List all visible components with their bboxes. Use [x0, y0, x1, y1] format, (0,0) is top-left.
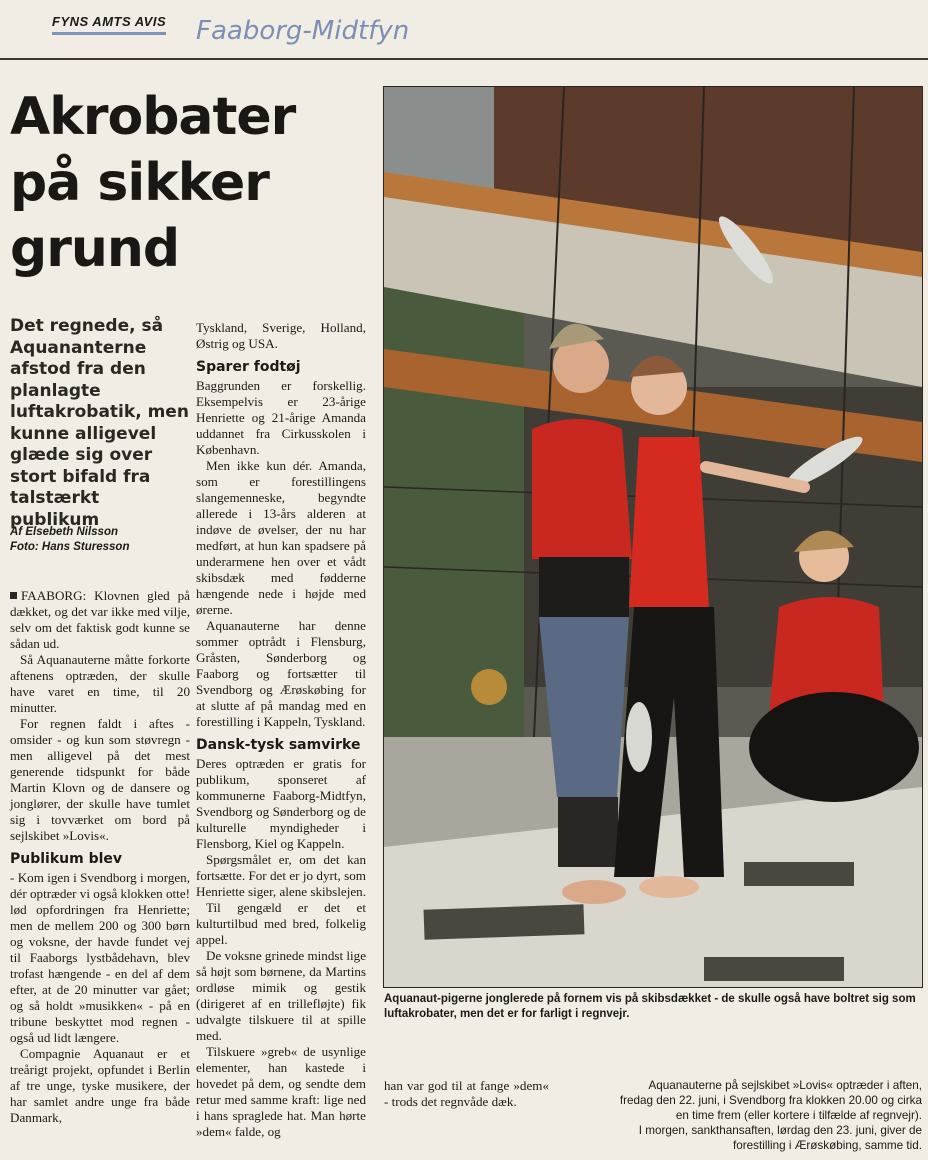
- paragraph: Så Aquanauterne måtte forkorte aftenens optræden, der skulle have varet en time, til 20 minutter.: [10, 652, 190, 715]
- paragraph: Til gengæld er det et kulturtilbud med bred, folkelig appel.: [196, 900, 366, 947]
- author-credit: Af Elsebeth Nilsson: [10, 526, 118, 538]
- paragraph: FAABORG: Klovnen gled på dækket, og det var ikke med vilje, selv om det faktisk godt kunne se sådan ud.: [10, 588, 190, 651]
- subheading: Sparer fodtøj: [196, 359, 301, 375]
- paragraph: Aquanauterne har denne sommer optrådt i Flensburg, Gråsten, Sønderborg og Faaborg og fortsætter til Svendborg og Ærøskøbing for at slutte af på mandag med en forestilling i Kappeln, Tyskland.: [196, 618, 366, 729]
- bullet-square-icon: [10, 592, 17, 599]
- photo-credit: Foto: Hans Sturesson: [10, 541, 130, 553]
- acrobats-on-deck-photo: [384, 87, 922, 987]
- paragraph: Men ikke kun dér. Amanda, som er forestillingens slangemenneske, begyndte allerede i 13-års alderen at indøve de øvelser, der nu har medført, at hun kan spadsere på underarmene hen over et vådt skibsdæk med fødderne hængende nede i højde med ørerne.: [196, 458, 366, 617]
- headline: Akrobater på sikker grund: [10, 87, 296, 279]
- paragraph: De voksne grinede mindst lige så højt som børnene, da Martins ordløse mimik og gestik (dirigeret af en trillefløjte) fik udvalgte tilskuere til at spille med.: [196, 948, 367, 1043]
- paragraph: I morgen, sankthansaften, lørdag den 23. juni, giver de forestilling i Ærøskøbing, samme tid.: [638, 1124, 922, 1152]
- paragraph: han var god til at fange »dem« - trods det regnvåde dæk.: [384, 1078, 549, 1109]
- subheading: Publikum blev: [10, 851, 123, 867]
- paragraph: Spørgsmålet er, om det kan fortsætte. For det er jo dyrt, som Henriette siger, alene skibslejen.: [196, 852, 366, 899]
- performance-info-box: [614, 1078, 922, 1153]
- article-column-1: [10, 588, 190, 1126]
- paragraph: Tyskland, Sverige, Holland, Østrig og USA.: [196, 320, 366, 351]
- paragraph: For regnen faldt i aftes - omsider - og kun som støvregn - men alligevel på det mest generende tidspunkt for både Martin Klovn og de dansere og jonglører, der skulle have tumlet sig i tovværket om bord på sejlskibet »Lovis«.: [10, 716, 190, 843]
- paragraph: Baggrunden er forskellig. Eksempelvis er 23-årige Henriette og 21-årige Amanda uddannet fra Cirkusskolen i København.: [196, 378, 366, 457]
- paragraph: Tilskuere »greb« de usynlige elementer, han kastede i hovedet på dem, og sendte dem retur med samme kraft: lige ned i hans spraglede hat. Man hørte »dem« falde, og: [196, 1044, 366, 1139]
- masthead: [0, 0, 928, 60]
- newspaper-name: FYNS AMTS AVIS: [52, 14, 166, 35]
- photo-caption: Aquanaut-pigerne jonglerede på fornem vis på skibsdækket - de skulle også have boltret sig som luftakrobater, men det er for farligt i regnvejr.: [384, 993, 916, 1020]
- byline: [10, 525, 190, 555]
- lead-paragraph: Det regnede, så Aquananterne afstod fra den planlagte luftakrobatik, men kunne alligevel glæde sig over stort bifald fra talstærkt publikum: [10, 316, 189, 530]
- article-column-2: [196, 320, 366, 1140]
- paragraph: Compagnie Aquanaut er et treårigt projekt, opfundet i Berlin af tre unge, tyske musikere, der har samlet andre unge fra både Danmark,: [10, 1046, 190, 1125]
- paragraph: Deres optræden er gratis for publikum, sponseret af kommunerne Faaborg-Midtfyn, Svendborg og Sønderborg og de kulturelle myndigheder i Flensborg, Kiel og Kappeln.: [196, 756, 366, 851]
- article-column-3: [384, 1078, 549, 1110]
- paragraph: - Kom igen i Svendborg i morgen, dér optræder vi også klokken otte! lød opfordringen fra Henriette; men de mellem 200 og 300 børn og voksne, der havde fundet vej til Faaborgs lystbådehavn, blev trofast hængende - en del af dem efter, at de 20 minutter var gået; og så holdt »musikken« - på en tribune beskyttet mod regnen - også ud lidt længere.: [10, 870, 190, 1045]
- paragraph: Aquanauterne på sejlskibet »Lovis« optræder i aften, fredag den 22. juni, i Svendborg fra klokken 20.00 og cirka en time frem (eller kortere i tilfælde af regnvejr).: [619, 1079, 922, 1122]
- subheading: Dansk-tysk samvirke: [196, 737, 361, 753]
- article-photo: [383, 86, 923, 988]
- section-name: Faaborg-Midtfyn: [196, 16, 410, 46]
